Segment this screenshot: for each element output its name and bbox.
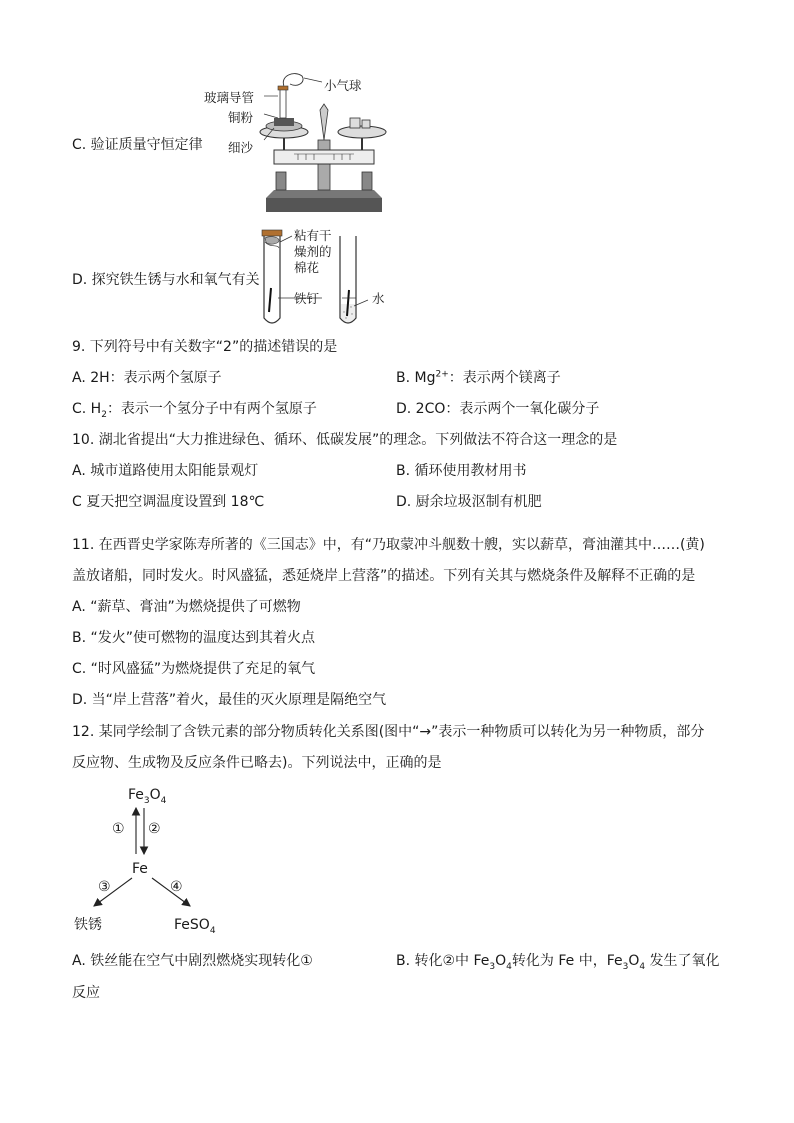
q12-stem-line1: 12. 某同学绘制了含铁元素的部分物质转化关系图(图中“→”表示一种物质可以转化为另一种物质，部分 bbox=[72, 724, 705, 740]
label-step3: ③ bbox=[98, 879, 111, 895]
q10-option-b: B. 循环使用教材用书 bbox=[396, 463, 527, 479]
label-water: 水 bbox=[372, 291, 385, 306]
label-step2: ② bbox=[148, 821, 161, 837]
q10-option-a: A. 城市道路使用太阳能景观灯 bbox=[72, 463, 259, 479]
q10-option-c: C 夏天把空调温度设置到 18℃ bbox=[72, 494, 265, 510]
q12-b-o1: O bbox=[495, 953, 507, 969]
q9-option-a: A. 2H：表示两个氢原子 bbox=[72, 370, 222, 386]
q12-b-o2: O bbox=[628, 953, 640, 969]
node-feso4: FeSO$_4$ bbox=[174, 917, 216, 936]
q12-b-prefix: B. 转化②中 Fe bbox=[396, 953, 490, 969]
q12-option-a: A. 铁丝能在空气中剧烈燃烧实现转化① bbox=[72, 953, 313, 969]
q9-b-prefix: B. Mg bbox=[396, 370, 436, 386]
node-fe: Fe bbox=[132, 861, 148, 877]
label-copper-powder: 铜粉 bbox=[228, 110, 254, 125]
q9-option-c bbox=[72, 400, 317, 418]
q12-b-mid: 转化为 Fe 中，Fe bbox=[511, 953, 623, 969]
label-balloon: 小气球 bbox=[324, 78, 362, 93]
q9-c-prefix: C. H bbox=[72, 401, 102, 417]
q12-b-suffix: 发生了氧化 bbox=[645, 953, 720, 969]
label-desiccant-2: 燥剂的 bbox=[294, 244, 332, 259]
q11-stem-line2: 盖放诸船，同时发火。时风盛猛，悉延烧岸上营落”的描述。下列有关其与燃烧条件及解释不正确的是 bbox=[72, 568, 696, 584]
q11-option-a: A. “薪草、膏油”为燃烧提供了可燃物 bbox=[72, 599, 301, 615]
q12-stem-line2: 反应物、生成物及反应条件已略去)。下列说法中，正确的是 bbox=[72, 755, 442, 771]
node-fe3o4: $Fe_3O_4$ bbox=[128, 787, 167, 806]
q11-option-c: C. “时风盛猛”为燃烧提供了充足的氧气 bbox=[72, 661, 316, 677]
q12-b-sub3: 3 bbox=[622, 961, 629, 972]
q12-b-sub1: 3 bbox=[489, 961, 496, 972]
label-glass-tube: 玻璃导管 bbox=[204, 90, 255, 105]
q12-b-sub2: 4 bbox=[506, 961, 512, 972]
q10-option-d: D. 厨余垃圾沤制有机肥 bbox=[396, 494, 542, 510]
label-fine-sand: 细沙 bbox=[228, 140, 254, 155]
q9-stem: 9. 下列符号中有关数字“2”的描述错误的是 bbox=[72, 339, 338, 355]
label-iron-nail: 铁钉 bbox=[294, 291, 320, 306]
label-desiccant-1: 粘有干 bbox=[294, 228, 332, 243]
q9-c-suffix: ：表示一个氢分子中有两个氢原子 bbox=[106, 401, 317, 417]
q9-option-b bbox=[396, 369, 561, 387]
label-step1: ① bbox=[112, 821, 125, 837]
q9-b-sup: 2+ bbox=[435, 369, 449, 380]
label-step4: ④ bbox=[170, 879, 183, 895]
q11-option-b: B. “发火”使可燃物的温度达到其着火点 bbox=[72, 630, 316, 646]
node-rust: 铁锈 bbox=[74, 917, 102, 933]
q9-option-d: D. 2CO：表示两个一氧化碳分子 bbox=[396, 401, 600, 417]
q11-option-d: D. 当“岸上营落”着火，最佳的灭火原理是隔绝空气 bbox=[72, 692, 387, 708]
option-c-label: C. 验证质量守恒定律 bbox=[72, 137, 203, 153]
label-desiccant-3: 棉花 bbox=[294, 260, 320, 275]
option-d-label: D. 探究铁生锈与水和氧气有关 bbox=[72, 272, 260, 288]
q11-stem-line1: 11. 在西晋史学家陈寿所著的《三国志》中，有“乃取蒙冲斗舰数十艘，实以薪草，膏油灌其中……(黄) bbox=[72, 537, 705, 553]
q9-b-suffix: ：表示两个镁离子 bbox=[448, 370, 561, 386]
q12-option-b-line2: 反应 bbox=[72, 985, 100, 1001]
q9-c-sub: 2 bbox=[101, 409, 107, 420]
q10-stem: 10. 湖北省提出“大力推进绿色、循环、低碳发展”的理念。下列做法不符合这一理念的是 bbox=[72, 432, 618, 448]
q12-b-sub4: 4 bbox=[639, 961, 646, 972]
q12-option-b bbox=[396, 952, 720, 970]
